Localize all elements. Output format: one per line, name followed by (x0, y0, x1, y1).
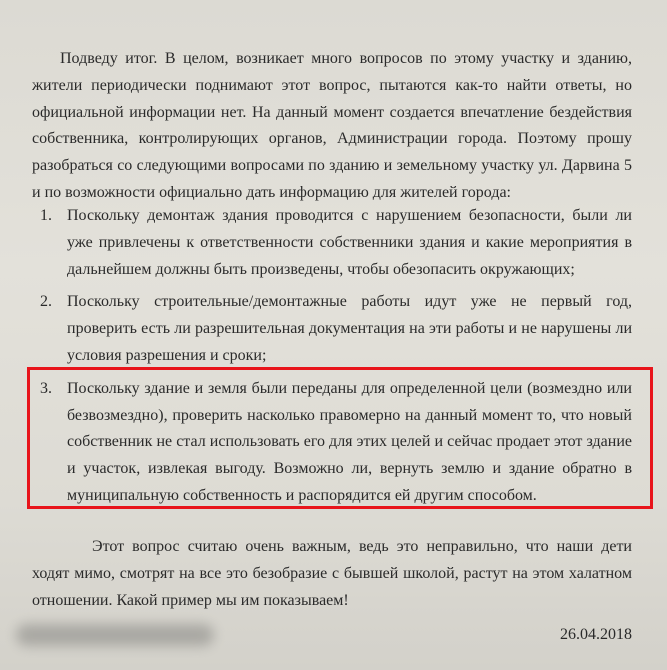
list-item-number: 2. (40, 293, 52, 311)
list-item-number: 1. (40, 207, 52, 224)
intro-paragraph: Подведу итог. В целом, возникает много вопросов по этому участку и зданию, жители периодически поднимают этот вопрос, пытаются как-то найти ответы, но официальной информации нет. На данный момент создается впечатление бездействия собственника, контролирующих органов, Администрации города. Поэтому прошу разобраться со следующими вопросами по зданию и земельному участку ул. Дарвина 5 и по возможности официально дать информацию для жителей города: (32, 50, 632, 201)
closing-paragraph: Этот вопрос считаю очень важным, ведь это неправильно, что наши дети ходят мимо, смотрят на все это безобразие с бывшей школой, растут на этом халатном отношении. Какой пример мы им показываем! (32, 538, 632, 609)
list-item-1 (40, 203, 632, 283)
highlight-box (27, 367, 653, 509)
redacted-signature (16, 624, 214, 646)
list-item-text: Поскольку демонтаж здания проводится с нарушением безопасности, были ли уже привлечены к ответственности собственники здания и какие мероприятия в дальнейшем должны быть произведены, чтобы обезопасить окружающих; (67, 207, 632, 278)
list-item-text: Поскольку строительные/демонтажные работы идут уже не первый год, проверить есть ли разрешительная документация на эти работы и не нарушены ли условия разрешения и сроки; (67, 293, 632, 364)
list-item-2 (40, 289, 632, 369)
document-date: 26.04.2018 (560, 626, 632, 643)
list-item-text: Поскольку здание и земля были переданы для определенной цели (возмездно или безвозмездно), проверить насколько правомерно на данный момент то, что новый собственник не стал использовать его для этих целей и сейчас продает этот здание и участок, извлекая выгоду. Возможно ли, вернуть землю и здание обратно в муниципальную собственность и распорядится ей другим способом. (67, 379, 632, 504)
list-item-number: 3. (40, 379, 52, 397)
